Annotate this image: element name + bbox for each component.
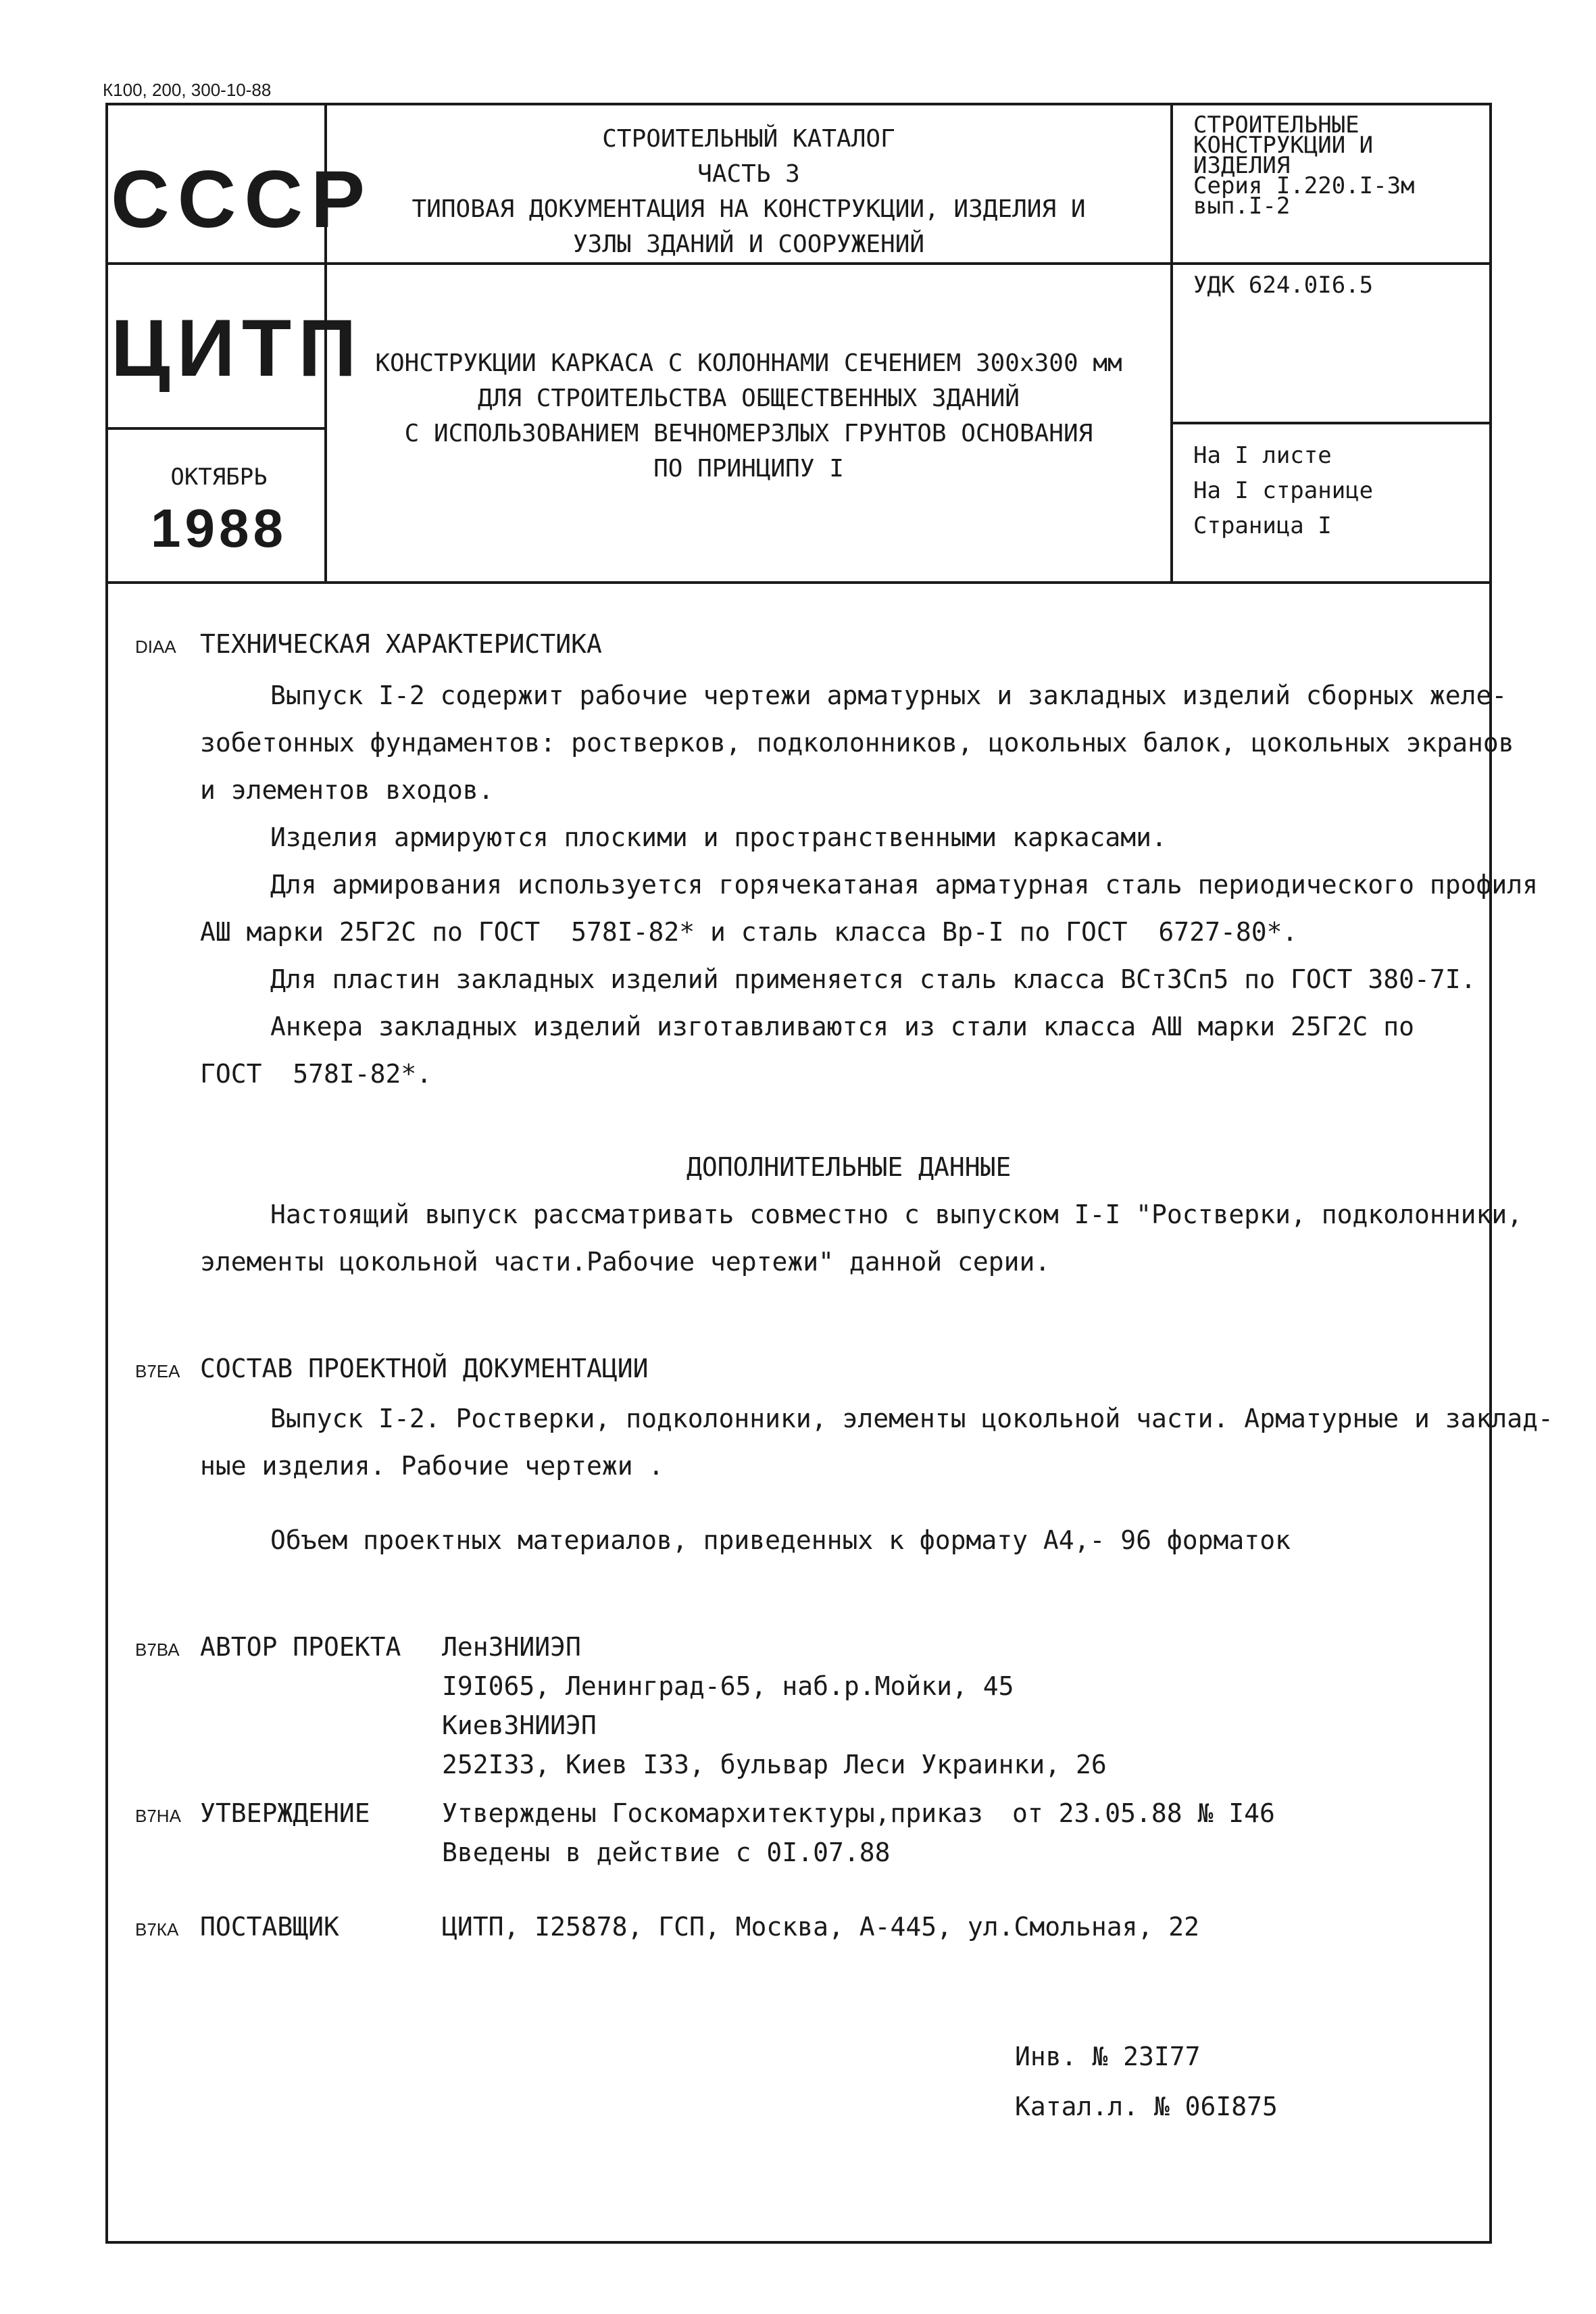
text-line: ЛенЗНИИЭП — [442, 1632, 581, 1662]
section-title: АВТОР ПРОЕКТА — [200, 1632, 401, 1662]
text-line: Для армирования используется горячекатаная арматурная сталь периодического профиля — [270, 870, 1538, 900]
series-block — [1173, 112, 1491, 220]
section-code: В7ВА — [135, 1640, 180, 1660]
header-rule-1 — [108, 262, 324, 265]
tech-section — [135, 620, 1538, 1098]
approval-section — [135, 1794, 370, 1836]
sheet-info — [1173, 438, 1491, 543]
tech-paragraph — [135, 672, 1538, 1098]
text-line: I9I065, Ленинград-65, наб.р.Мойки, 45 — [442, 1671, 1014, 1701]
section-code: В7ЕА — [135, 1361, 180, 1381]
series-line: ИЗДЕЛИЯ — [1193, 152, 1291, 179]
text-line: ГОСТ 578I-82*. — [200, 1059, 432, 1089]
issue-month: ОКТЯБРЬ — [170, 464, 268, 491]
series-line: СТРОИТЕЛЬНЫЕ — [1193, 112, 1360, 139]
header-rule-bottom — [108, 581, 1492, 584]
author-details — [442, 1627, 1107, 1784]
sheet-line: На I странице — [1193, 477, 1374, 504]
section-code: В7КА — [135, 1919, 179, 1940]
issue-year: 1988 — [151, 498, 287, 558]
catalog-line: ЧАСТЬ 3 — [697, 160, 800, 188]
text-line: АШ марки 25Г2С по ГОСТ 578I-82* и сталь класса Вр-I по ГОСТ 6727-80*. — [200, 917, 1298, 947]
inventory-number: Инв. № 23I77 — [1015, 2042, 1201, 2071]
text-line: ные изделия. Рабочие чертежи . — [200, 1451, 664, 1481]
header-rule-right-2 — [1170, 422, 1492, 424]
composition-heading — [135, 1345, 1405, 1395]
catalog-heading — [330, 122, 1168, 262]
approval-details — [442, 1794, 983, 1872]
section-code: DIAA — [135, 637, 176, 657]
sheet-line: Страница I — [1193, 512, 1332, 539]
text-line: и элементов входов. — [200, 775, 494, 805]
extra-section — [135, 1143, 1523, 1285]
title-line: ДЛЯ СТРОИТЕЛЬСТВА ОБЩЕСТВЕННЫХ ЗДАНИЙ — [478, 385, 1020, 412]
composition-section — [135, 1345, 1553, 1564]
text-line: Настоящий выпуск рассматривать совместно с выпуском I-I "Ростверки, подколонники, — [270, 1200, 1523, 1229]
text-line: КиевЗНИИЭП — [442, 1710, 597, 1740]
series-line: вып.I-2 — [1193, 193, 1291, 220]
series-line: Серия I.220.I-3м — [1193, 172, 1415, 199]
text-line: Введены в действие с 0I.07.88 — [442, 1838, 891, 1867]
document-code: К100, 200, 300-10-88 — [103, 80, 272, 100]
header-rule-left-2 — [108, 427, 324, 430]
document-title — [330, 346, 1168, 487]
extra-heading: ДОПОЛНИТЕЛЬНЫЕ ДАННЫЕ — [687, 1152, 1012, 1182]
footer-numbers — [1015, 2032, 1278, 2132]
text-line: Для пластин закладных изделий применяется сталь класса ВСт3Сп5 по ГОСТ 380-7I. — [270, 964, 1476, 994]
title-line: КОНСТРУКЦИИ КАРКАСА С КОЛОННАМИ СЕЧЕНИЕМ 300х300 мм — [375, 349, 1122, 377]
supplier-section — [135, 1907, 339, 1949]
text-line: Изделия армируются плоскими и пространственными каркасами. — [270, 822, 1167, 852]
catalog-line: СТРОИТЕЛЬНЫЙ КАТАЛОГ — [602, 125, 895, 153]
catalog-line: УЗЛЫ ЗДАНИЙ И СООРУЖЕНИЙ — [572, 230, 925, 258]
ussr-mark: СССР — [111, 154, 374, 245]
supplier-details: ЦИТП, I25878, ГСП, Москва, А-445, ул.Смольная, 22 — [442, 1912, 1200, 1942]
author-section — [135, 1627, 401, 1669]
sheet-line: На I листе — [1193, 442, 1332, 469]
text-line: Анкера закладных изделий изготавливаются из стали класса АШ марки 25Г2С по — [270, 1012, 1414, 1041]
tech-heading — [135, 620, 1405, 670]
text-line: зобетонных фундаментов: ростверков, подколонников, цокольных балок, цокольных экранов — [200, 728, 1514, 758]
section-code: В7НА — [135, 1806, 181, 1826]
section-title: ПОСТАВЩИК — [200, 1912, 339, 1942]
udk-code: УДК 624.0I6.5 — [1193, 272, 1374, 299]
text-line: Утверждены Госкомархитектуры,приказ — [442, 1798, 983, 1828]
approval-order: от 23.05.88 № I46 — [1012, 1798, 1275, 1828]
catalog-line: ТИПОВАЯ ДОКУМЕНТАЦИЯ НА КОНСТРУКЦИИ, ИЗДЕЛИЯ И — [412, 195, 1086, 223]
text-line: Выпуск I-2 содержит рабочие чертежи арматурных и закладных изделий сборных желе- — [270, 681, 1507, 710]
series-line: КОНСТРУКЦИИ И — [1193, 132, 1374, 159]
title-line: ПО ПРИНЦИПУ I — [653, 455, 844, 483]
section-title: СОСТАВ ПРОЕКТНОЙ ДОКУМЕНТАЦИИ — [200, 1354, 649, 1383]
citp-mark: ЦИТП — [111, 303, 364, 393]
section-title: УТВЕРЖДЕНИЕ — [200, 1798, 370, 1828]
section-title: ТЕХНИЧЕСКАЯ ХАРАКТЕРИСТИКА — [200, 629, 602, 659]
header-rule-right-1 — [1170, 262, 1492, 265]
catalog-sheet-number: Катал.л. № 06I875 — [1015, 2092, 1278, 2121]
text-line: элементы цокольной части.Рабочие чертежи" данной серии. — [200, 1247, 1051, 1277]
title-line: С ИСПОЛЬЗОВАНИЕМ ВЕЧНОМЕРЗЛЫХ ГРУНТОВ ОСНОВАНИЯ — [404, 420, 1093, 447]
header-rule-1b — [324, 262, 1170, 265]
text-line: 252I33, Киев I33, бульвар Леси Украинки, 26 — [442, 1750, 1107, 1779]
text-line: Объем проектных материалов, приведенных к формату А4,- 96 форматок — [270, 1525, 1291, 1555]
text-line: Выпуск I-2. Ростверки, подколонники, элементы цокольной части. Арматурные и заклад- — [270, 1404, 1553, 1433]
